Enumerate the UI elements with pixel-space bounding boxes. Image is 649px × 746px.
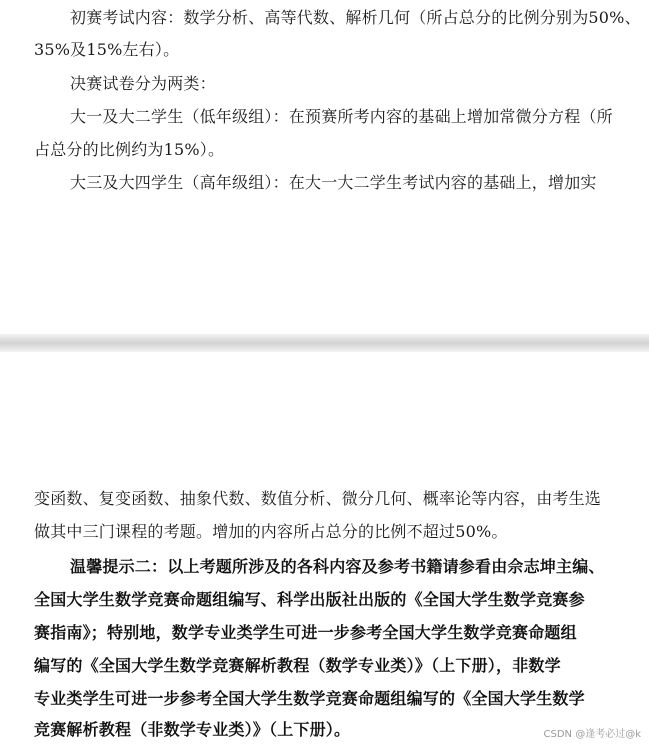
text-line: 大一及大二学生（低年级组）：在预赛所考内容的基础上增加常微分方程（所 (70, 107, 613, 126)
text-line: 初赛考试内容：数学分析、高等代数、解析几何（所占总分的比例分别为50%、 (70, 8, 641, 27)
document-page-bottom (0, 352, 649, 746)
tip-paragraph-line: 专业类学生可进一步参考全国大学生数学竞赛命题组编写的《全国大学生数学 (34, 689, 585, 708)
csdn-watermark: CSDN @逢考必过@k (543, 729, 641, 740)
page-separator (0, 334, 649, 352)
text-line: 大三及大四学生（高年级组）：在大一大二学生考试内容的基础上，增加实 (70, 173, 597, 192)
tip-paragraph-line: 编写的《全国大学生数学竞赛解析教程（数学专业类）》（上下册），非数学 (34, 656, 561, 675)
text-line: 变函数、复变函数、抽象代数、数值分析、微分几何、概率论等内容，由考生选 (34, 489, 602, 508)
text-line: 占总分的比例约为15%）。 (34, 140, 225, 159)
text-line: 做其中三门课程的考题。增加的内容所占总分的比例不超过50%。 (34, 522, 508, 541)
document-page-top (0, 0, 649, 334)
tip-paragraph-line: 温馨提示二：以上考题所涉及的各科内容及参考书籍请参看由佘志坤主编、 (70, 557, 605, 576)
tip-paragraph-line: 赛指南》；特别地，数学专业类学生可进一步参考全国大学生数学竞赛命题组 (34, 623, 577, 642)
tip-paragraph-line: 全国大学生数学竞赛命题组编写、科学出版社出版的《全国大学生数学竞赛参 (34, 590, 585, 609)
tip-paragraph-line: 竞赛解析教程（非数学专业类）》（上下册）。 (34, 720, 351, 739)
text-line: 决赛试卷分为两类： (70, 74, 216, 93)
text-line: 35%及15%左右）。 (34, 40, 180, 59)
